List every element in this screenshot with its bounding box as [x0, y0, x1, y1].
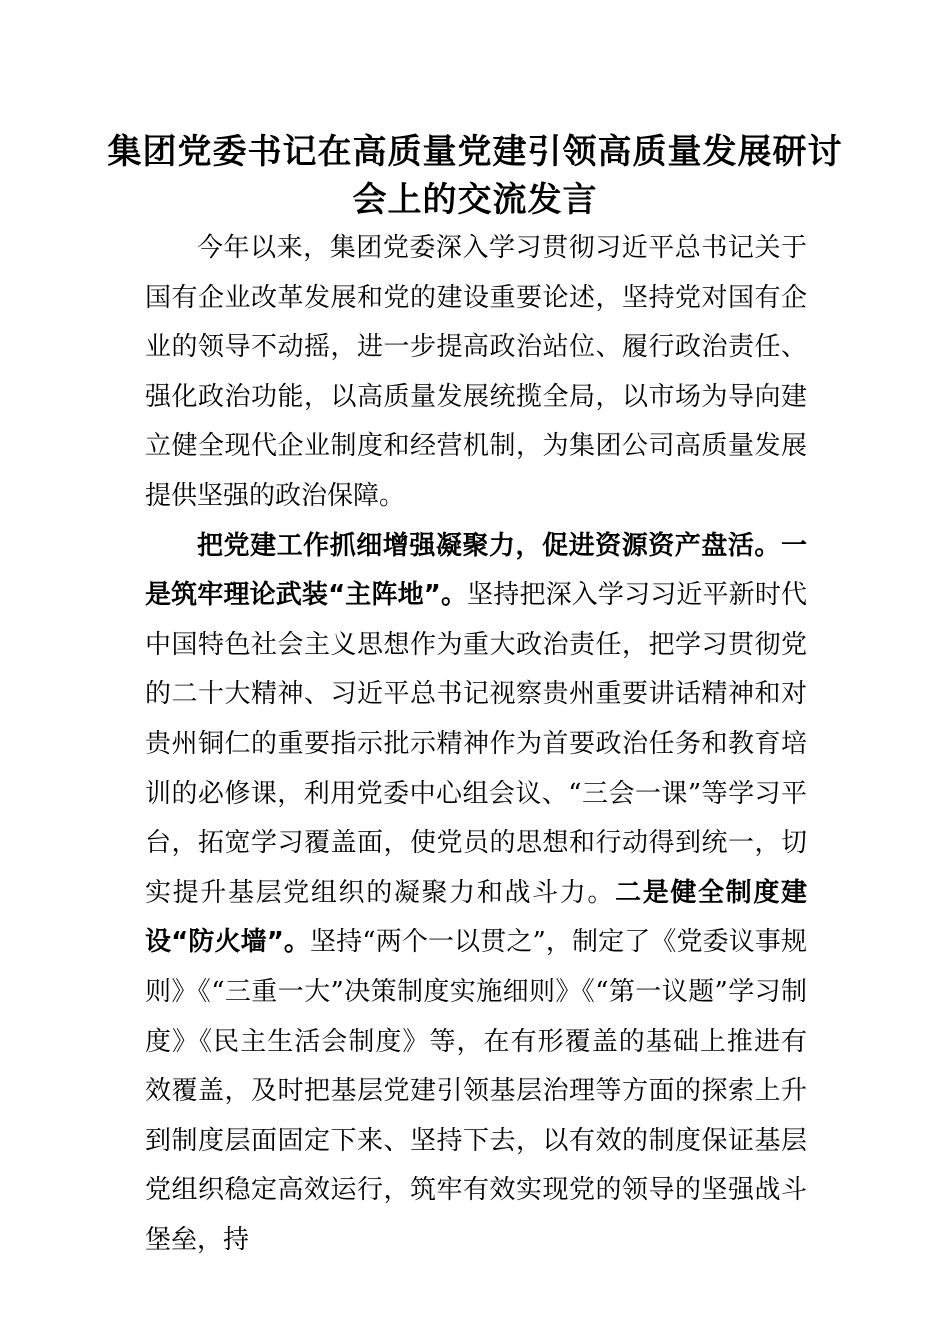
point-2-title: 二是健全制度建设“防火墙”。 [145, 877, 807, 958]
section-heading: 把党建工作抓细增强凝聚力，促进资源资产盘活。 [197, 530, 781, 561]
point-1-title: 一是筑牢理论武装“主阵地”。 [145, 530, 807, 611]
paragraph-section-1 [145, 522, 807, 1266]
point-2-text: 坚持“两个一以贯之”，制定了《党委议事规则》《“三重一大”决策制度实施细则》《“第一议题”学习制度》《民主生活会制度》等，在有形覆盖的基础上推进有效覆盖，及时把基层党建引领基层治理等方面的探索上升到制度层面固定下来、坚持下去，以有效的制度保证基层党组织稳定高效运行，筑牢有效实现党的领导的坚强战斗堡垒，持 [145, 927, 807, 1255]
document-body [145, 224, 807, 1265]
document-title: 集团党委书记在高质量党建引领高质量发展研讨会上的交流发言 [107, 132, 843, 220]
point-1-text: 坚持把深入学习习近平新时代中国特色社会主义思想作为重大政治责任，把学习贯彻党的二十大精神、习近平总书记视察贵州重要讲话精神和对贵州铜仁的重要指示批示精神作为首要政治任务和教育培训的必修课，利用党委中心组会议、“三会一课”等学习平台，拓宽学习覆盖面，使党员的思想和行动得到统一，切实提升基层党组织的凝聚力和战斗力。 [145, 580, 807, 908]
paragraph-intro: 今年以来，集团党委深入学习贯彻习近平总书记关于国有企业改革发展和党的建设重要论述，坚持党对国有企业的领导不动摇，进一步提高政治站位、履行政治责任、强化政治功能，以高质量发展统揽全局，以市场为导向建立健全现代企业制度和经营机制，为集团公司高质量发展提供坚强的政治保障。 [145, 233, 807, 511]
